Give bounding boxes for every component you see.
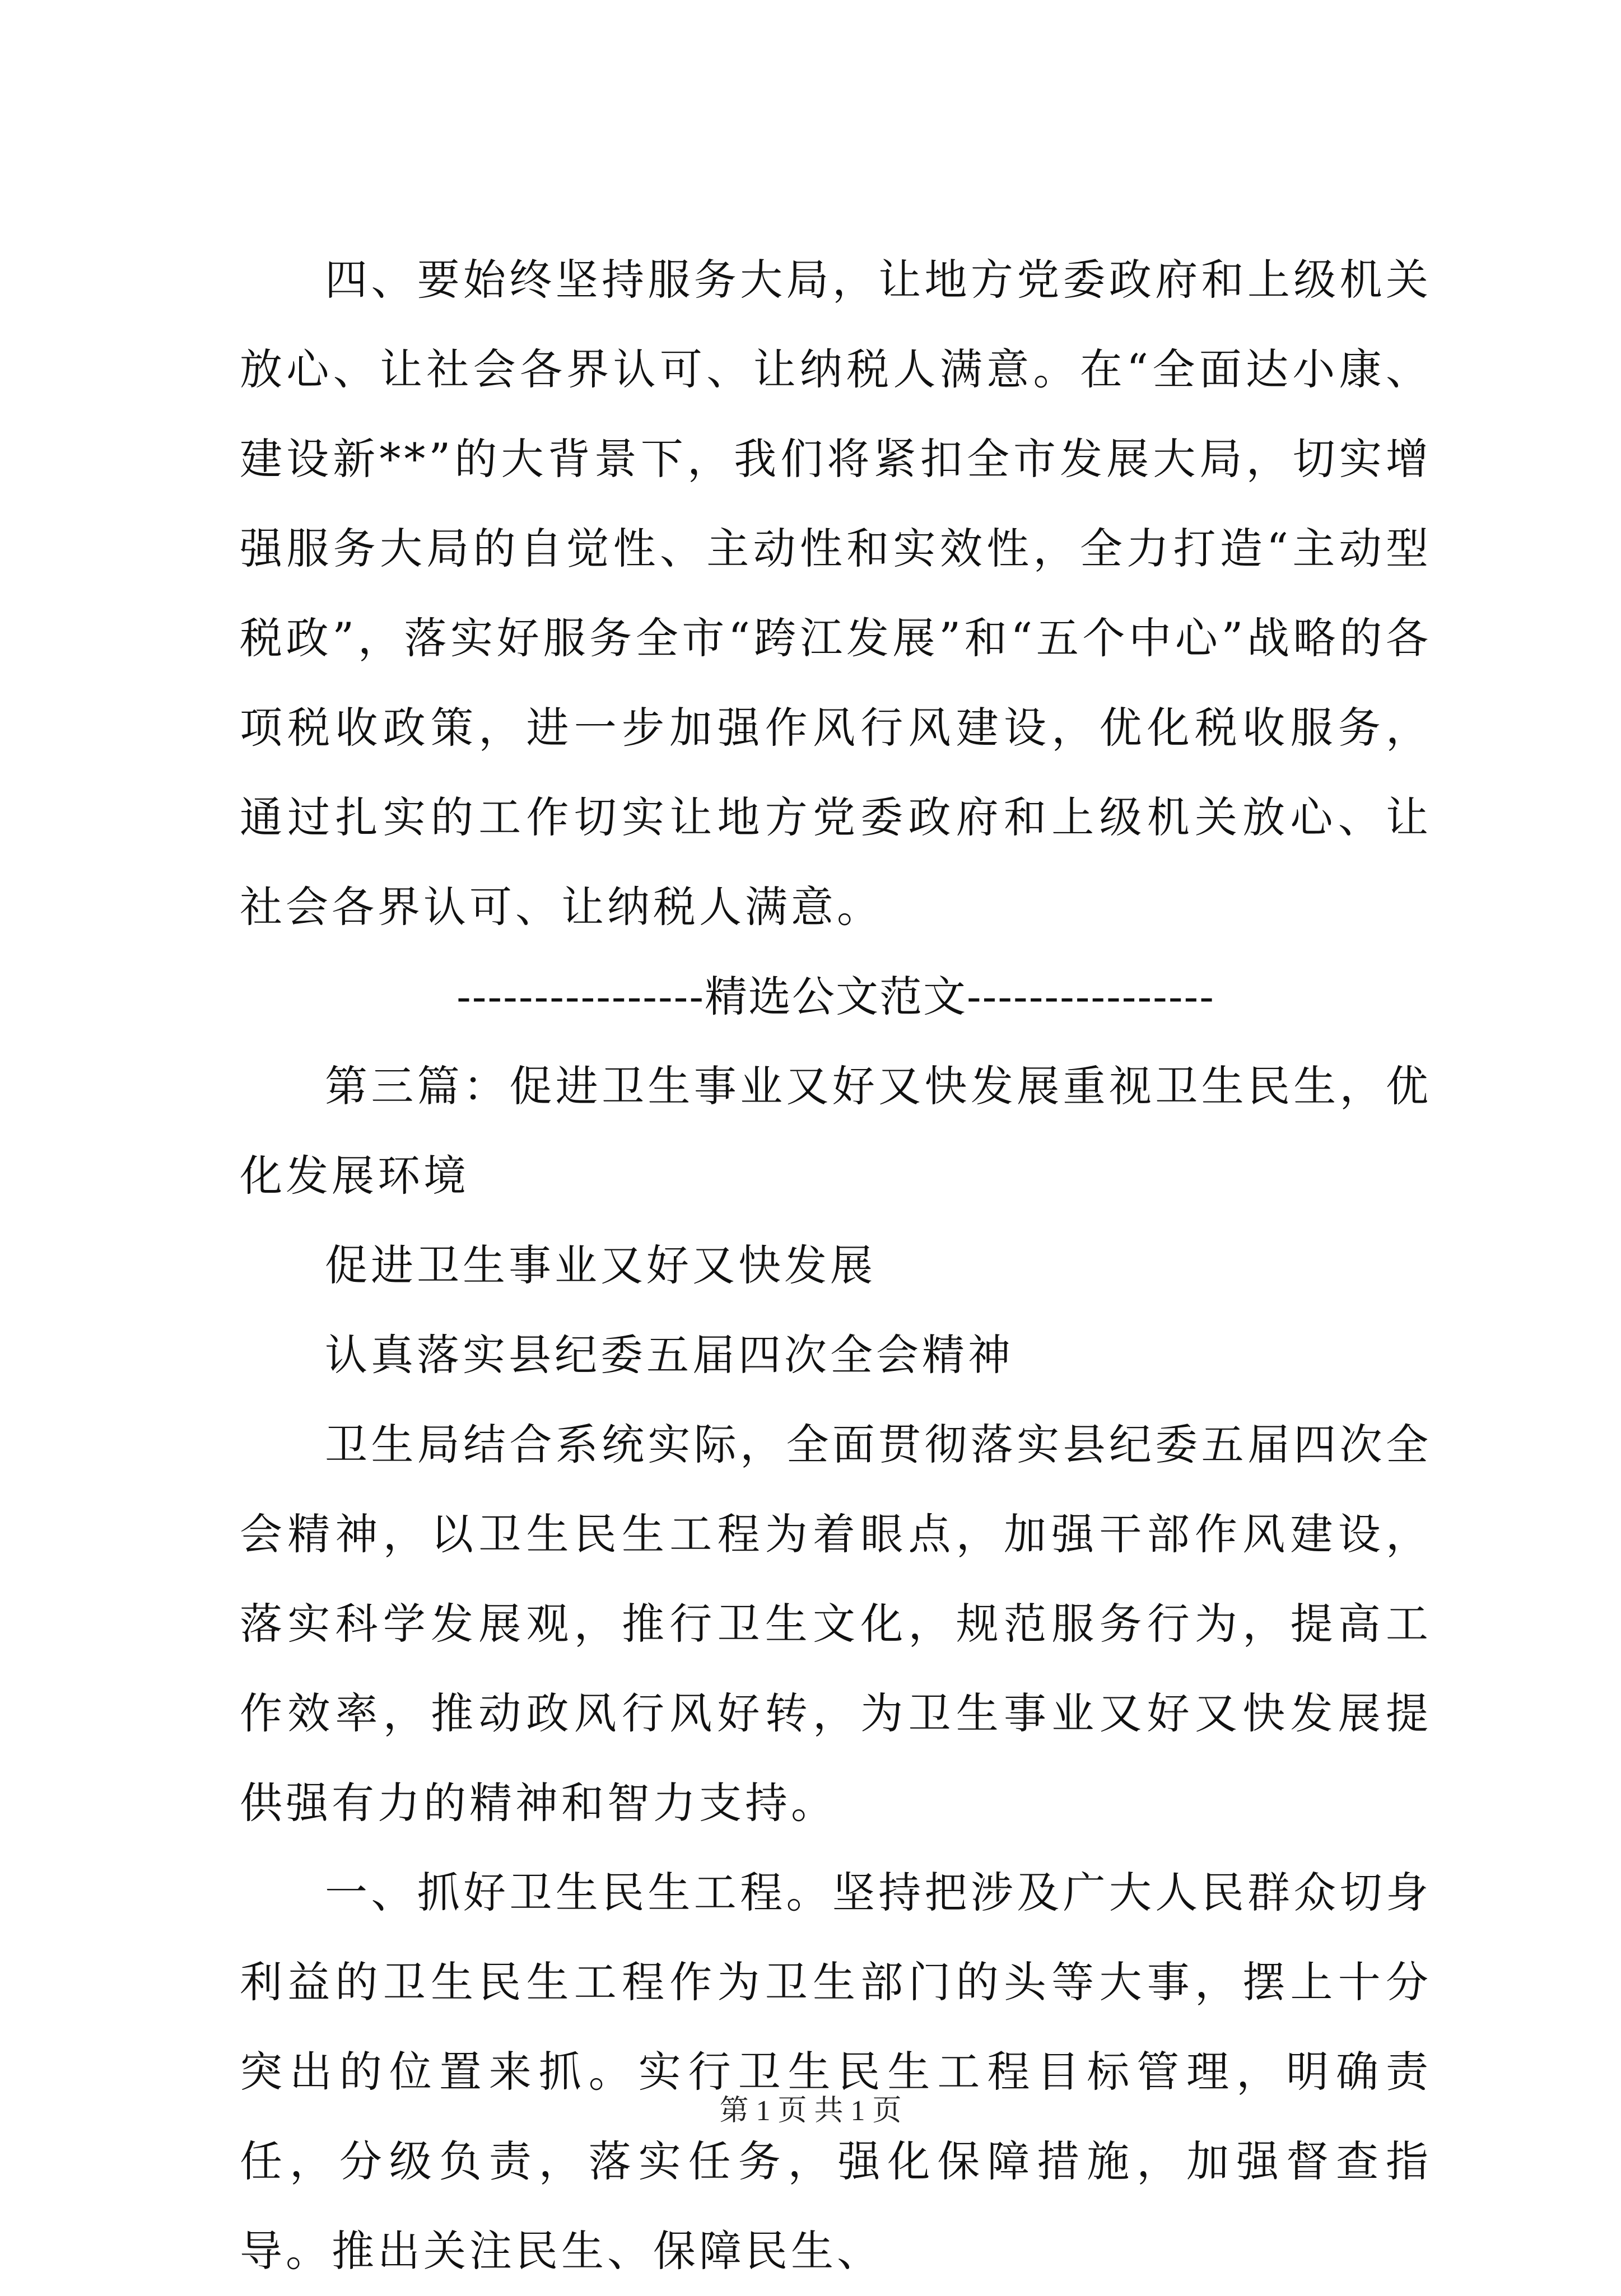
subtitle-promote: 促进卫生事业又好又快发展 bbox=[325, 1240, 876, 1290]
article-title: 第三篇：促进卫生事业又好又快发展重视卫生民生，优化发展环境 bbox=[240, 1061, 1432, 1201]
paragraph-point-one: 一、抓好卫生民生工程。坚持把涉及广大人民群众切身利益的卫生民生工程作为卫生部门的头等大事，摆上十分突出的位置来抓。实行卫生民生工程目标管理，明确责任，分级负责，落实任务，强化保障措施，加强督查指导。推出关注民生、保障民生、 bbox=[240, 1868, 1432, 2276]
document-body bbox=[240, 235, 1432, 2296]
page-footer: 第 1 页 共 1 页 bbox=[719, 2095, 902, 2127]
paragraph-intro: 卫生局结合系统实际，全面贯彻落实县纪委五届四次全会精神，以卫生民生工程为着眼点，加强干部作风建设，落实科学发展观，推行卫生文化，规范服务行为，提高工作效率，推动政风行风好转，为卫生事业又好又快发展提供强有力的精神和智力支持。 bbox=[240, 1420, 1432, 1828]
paragraph-service-overall: 四、要始终坚持服务大局，让地方党委政府和上级机关放心、让社会各界认可、让纳税人满意。在“全面达小康、建设新**”的大背景下，我们将紧扣全市发展大局，切实增强服务大局的自觉性、主动性和实效性，全力打造“主动型税政”，落实好服务全市“跨江发展”和“五个中心”战略的各项税收政策，进一步加强作风行风建设，优化税收服务，通过扎实的工作切实让地方党委政府和上级机关放心、让社会各界认可、让纳税人满意。 bbox=[240, 255, 1432, 932]
section-separator: ----------------精选公文范文---------------- bbox=[457, 972, 1215, 1021]
subtitle-implement: 认真落实县纪委五届四次全会精神 bbox=[325, 1330, 1014, 1380]
